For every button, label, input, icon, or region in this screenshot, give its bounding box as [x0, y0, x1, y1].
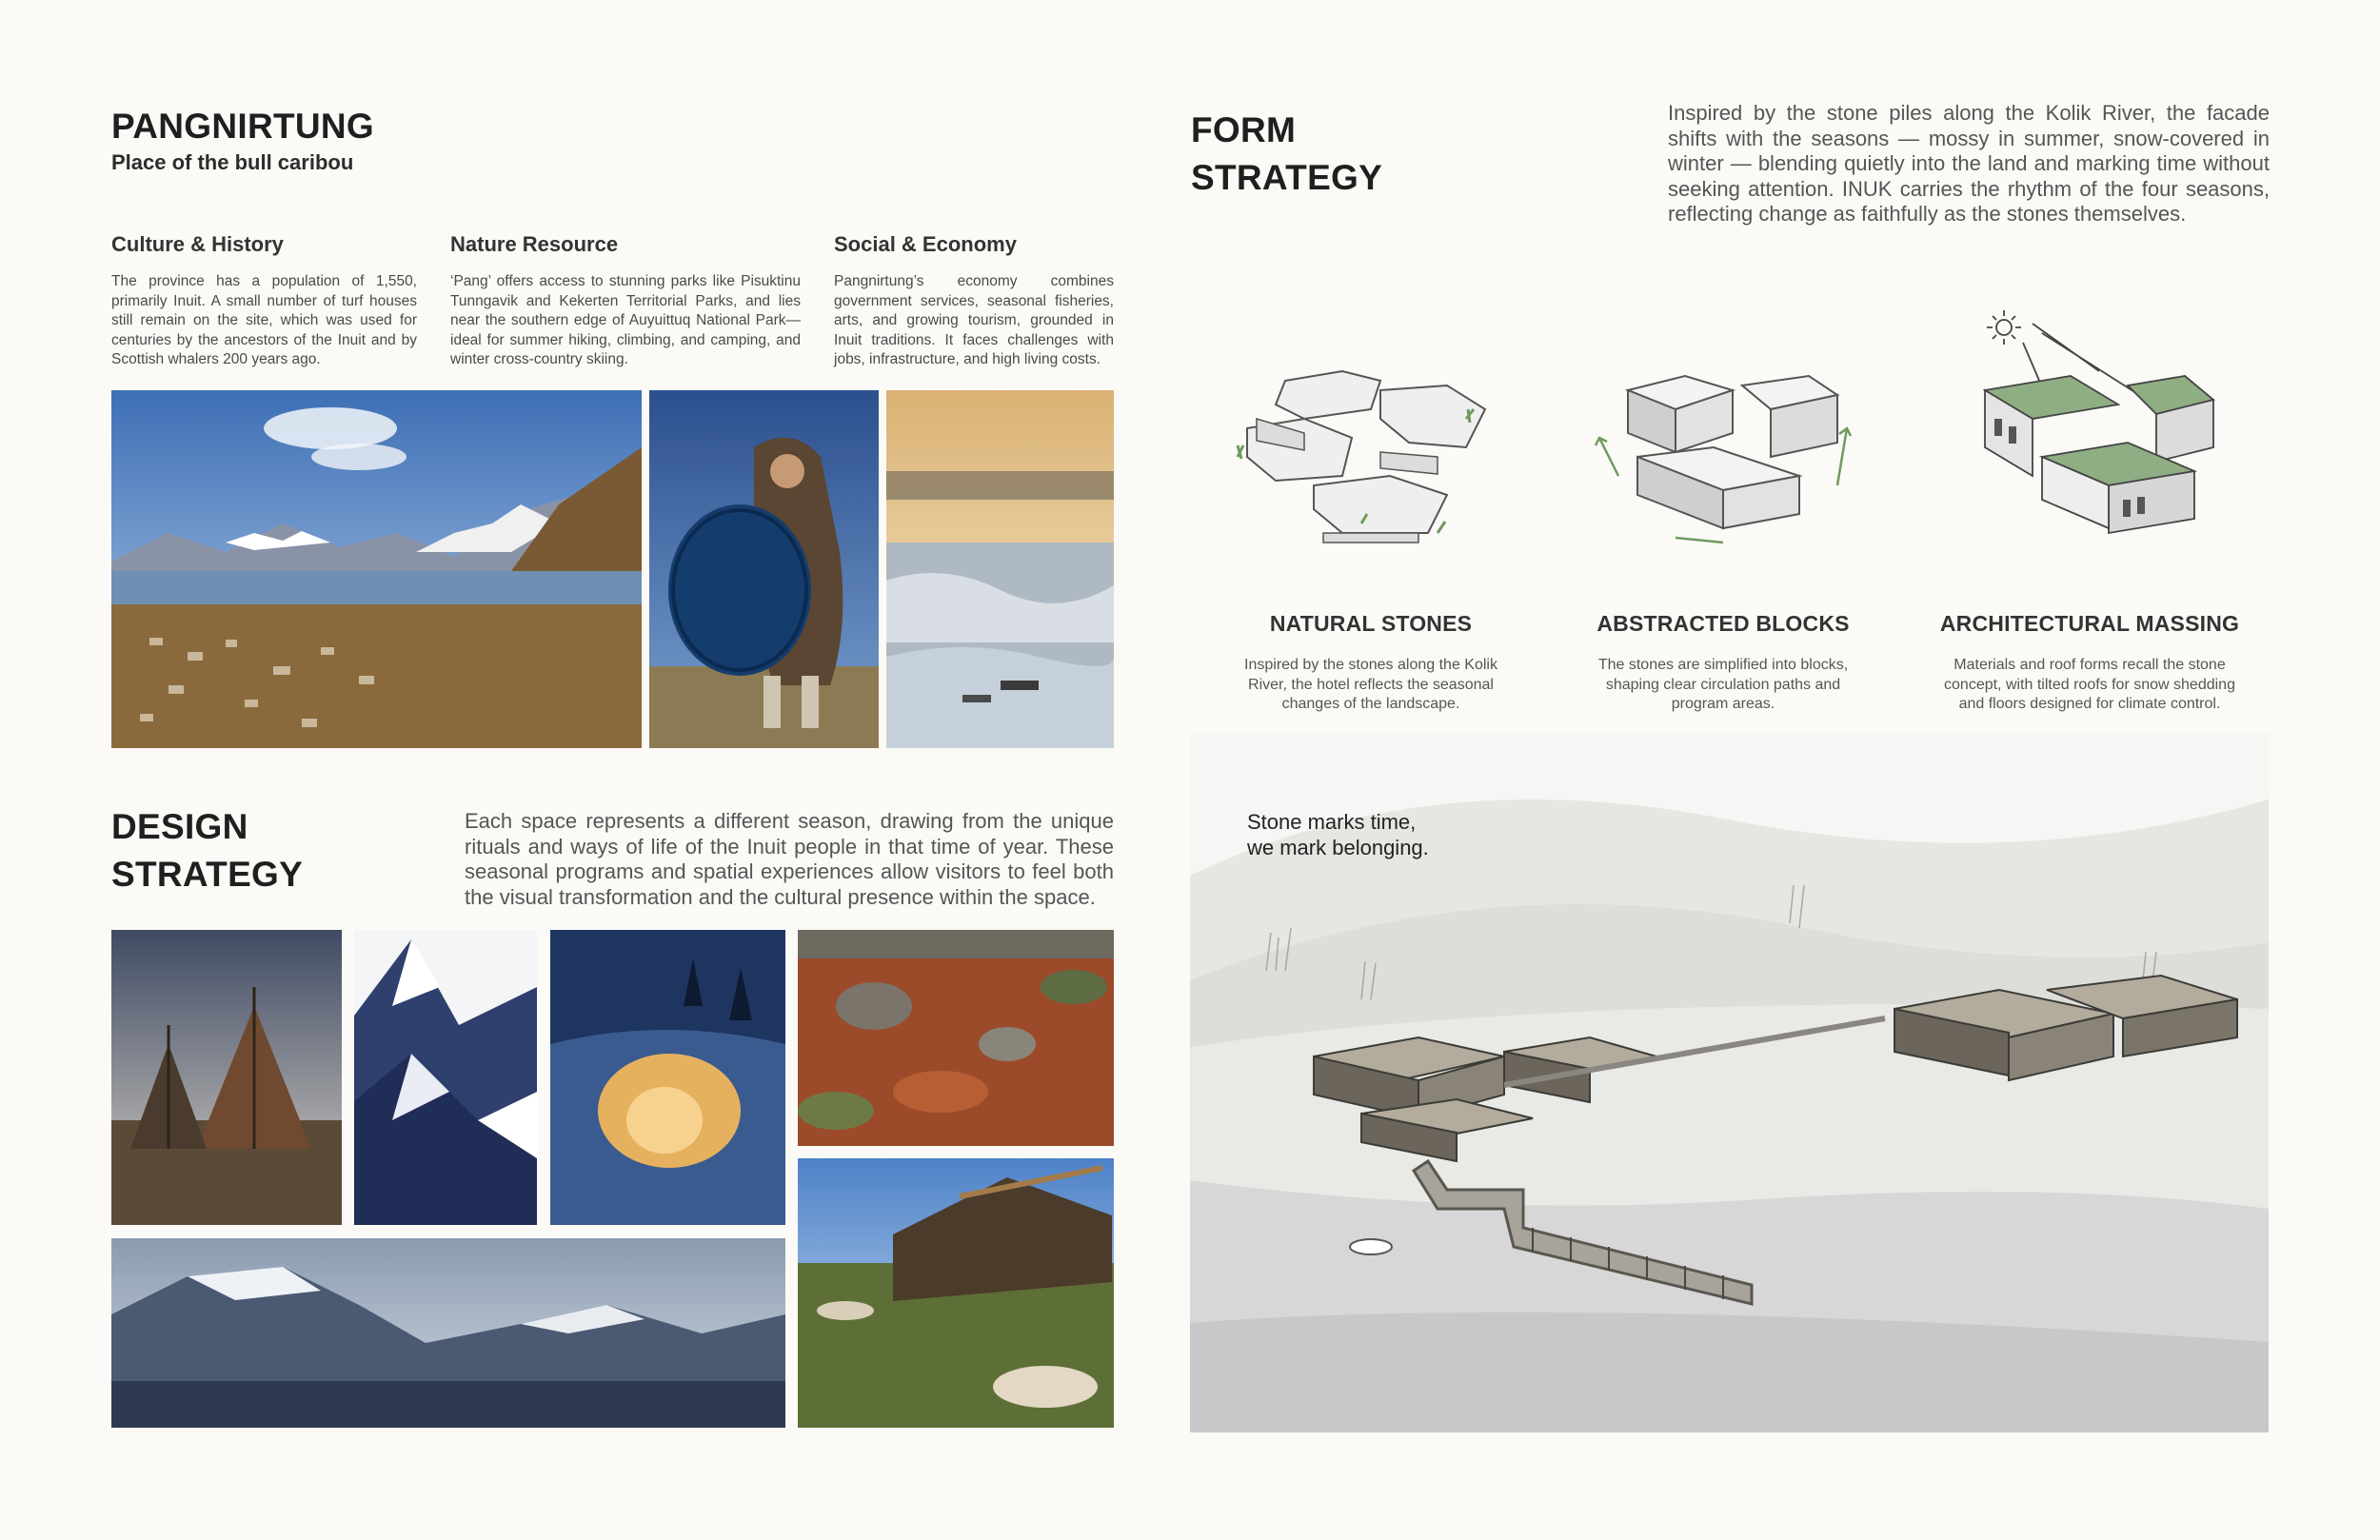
caption-body: Inspired by the stones along the Kolik River, the hotel reflects the seasonal changes of the landscape.	[1244, 657, 1497, 712]
caption-abstracted-blocks	[1590, 611, 1856, 715]
title-line: DESIGN	[111, 807, 248, 846]
column-body: Pangnirtung’s economy combines government services, seasonal fisheries, arts, and growing tourism, grounded in Inuit traditions. It faces challenges with jobs, infrastructure, and high living costs.	[834, 273, 1114, 367]
caption-body: Materials and roof forms recall the stone concept, with tilted roofs for snow shedding and floors designed for climate control.	[1944, 657, 2235, 712]
abstracted-blocks-diagram	[1580, 343, 1866, 552]
column-body: ‘Pang’ offers access to stunning parks like Pisuktinu Tunngavik and Kekerten Territorial Parks, and lies near the southern edge of Auyuittuq National Park—ideal for summer hiking, climbing, and camping, and winter cross-country skiing.	[450, 273, 801, 367]
design-strategy-body: Each space represents a different season, drawing from the unique rituals and ways of life of the Inuit people in that time of year. These seasonal programs and spatial experiences allow visitors to feel both the visual transformation and the cultural presence within the space.	[465, 809, 1114, 909]
caption-natural-stones	[1238, 611, 1504, 715]
column-culture-history	[111, 232, 417, 370]
natural-stones-diagram	[1228, 343, 1514, 552]
column-social-economy	[834, 232, 1114, 370]
caption-title: ARCHITECTURAL MASSING	[1939, 611, 2240, 636]
photo-turf-house-whale-bones	[798, 1158, 1114, 1428]
form-strategy-title	[1191, 107, 1382, 202]
column-heading: Social & Economy	[834, 232, 1017, 256]
architectural-massing-diagram	[1928, 305, 2256, 552]
caption-title: ABSTRACTED BLOCKS	[1597, 611, 1850, 636]
rendering-quote	[1247, 809, 1429, 860]
photo-fjord-village	[111, 390, 642, 748]
photo-mountain-panorama	[111, 1238, 785, 1428]
caption-body: The stones are simplified into blocks, shaping clear circulation paths and program areas.	[1597, 657, 1849, 712]
form-strategy-body: Inspired by the stone piles along the Kolik River, the facade shifts with the seasons — mossy in summer, snow-covered in winter — blending quietly into the land and marking time without seeking attention. INUK carries the rhythm of the four seasons, reflecting change as faithfully as the stones themselves.	[1668, 101, 2270, 227]
photo-sea-ice-sunset	[886, 390, 1114, 748]
quote-line: we mark belonging.	[1247, 836, 1429, 859]
design-strategy-title	[111, 803, 303, 898]
column-nature-resource	[450, 232, 801, 370]
caption-architectural-massing	[1933, 611, 2247, 715]
photo-drum-dancer	[649, 390, 879, 748]
page-title: PANGNIRTUNG	[111, 107, 374, 146]
title-line: STRATEGY	[111, 855, 304, 894]
column-heading: Nature Resource	[450, 232, 619, 256]
photo-tents	[111, 930, 342, 1225]
title-line: STRATEGY	[1191, 158, 1383, 197]
page-subtitle: Place of the bull caribou	[111, 150, 354, 174]
caption-title: NATURAL STONES	[1269, 611, 1473, 636]
photo-autumn-tundra	[798, 930, 1114, 1146]
photo-snow-mountain-illustration	[354, 930, 537, 1225]
column-heading: Culture & History	[111, 232, 284, 256]
quote-line: Stone marks time,	[1247, 810, 1417, 834]
column-body: The province has a population of 1,550, primarily Inuit. A small number of turf houses still remain on the site, which was used for centuries by the ancestors of the Inuit and by Scottish whalers 200 years ago.	[111, 273, 417, 367]
title-line: FORM	[1191, 110, 1297, 149]
photo-snow-cave-fire	[550, 930, 785, 1225]
